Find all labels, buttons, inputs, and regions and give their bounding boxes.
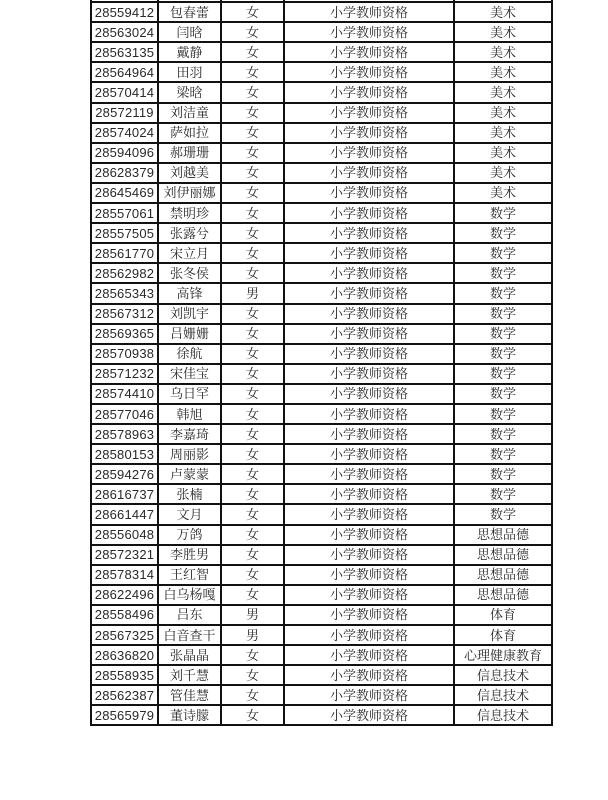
cell-qualification: 小学教师资格 bbox=[284, 625, 454, 645]
cell-gender: 女 bbox=[221, 183, 284, 203]
cell-qualification: 小学教师资格 bbox=[284, 2, 454, 22]
cell-gender: 女 bbox=[221, 384, 284, 404]
cell-subject: 信息技术 bbox=[454, 685, 552, 705]
cell-exam-id: 28570414 bbox=[91, 82, 158, 102]
cell-qualification: 小学教师资格 bbox=[284, 404, 454, 424]
cell-exam-id: 28661447 bbox=[91, 504, 158, 524]
cell-exam-id: 28557505 bbox=[91, 223, 158, 243]
qualification-table bbox=[90, 0, 553, 726]
cell-gender: 女 bbox=[221, 324, 284, 344]
cell-subject: 数学 bbox=[454, 304, 552, 324]
cell-qualification: 小学教师资格 bbox=[284, 143, 454, 163]
cell-subject: 思想品德 bbox=[454, 565, 552, 585]
cell-name: 王红智 bbox=[158, 565, 221, 585]
cell-exam-id: 28559412 bbox=[91, 2, 158, 22]
cell-gender: 女 bbox=[221, 585, 284, 605]
cell-subject: 思想品德 bbox=[454, 545, 552, 565]
cell-subject: 信息技术 bbox=[454, 665, 552, 685]
cell-exam-id: 28562387 bbox=[91, 685, 158, 705]
table-row bbox=[91, 685, 552, 705]
cell-subject: 数学 bbox=[454, 243, 552, 263]
cell-subject: 美术 bbox=[454, 103, 552, 123]
cell-gender: 女 bbox=[221, 223, 284, 243]
cell-exam-id: 28574024 bbox=[91, 123, 158, 143]
cell-subject: 心理健康教育 bbox=[454, 645, 552, 665]
cell-gender: 女 bbox=[221, 263, 284, 283]
cell-qualification: 小学教师资格 bbox=[284, 484, 454, 504]
cell-qualification: 小学教师资格 bbox=[284, 344, 454, 364]
cell-name: 戴静 bbox=[158, 42, 221, 62]
cell-gender: 女 bbox=[221, 464, 284, 484]
table-row bbox=[91, 545, 552, 565]
cell-subject: 美术 bbox=[454, 22, 552, 42]
table-row bbox=[91, 304, 552, 324]
cell-qualification: 小学教师资格 bbox=[284, 504, 454, 524]
table-row bbox=[91, 444, 552, 464]
cell-qualification: 小学教师资格 bbox=[284, 263, 454, 283]
cell-subject: 数学 bbox=[454, 283, 552, 303]
cell-qualification: 小学教师资格 bbox=[284, 464, 454, 484]
cell-gender: 女 bbox=[221, 123, 284, 143]
table-row bbox=[91, 163, 552, 183]
cell-subject: 数学 bbox=[454, 364, 552, 384]
table-row bbox=[91, 384, 552, 404]
cell-gender: 女 bbox=[221, 685, 284, 705]
cell-gender: 女 bbox=[221, 545, 284, 565]
cell-subject: 美术 bbox=[454, 143, 552, 163]
cell-qualification: 小学教师资格 bbox=[284, 22, 454, 42]
cell-name: 白乌杨嘎 bbox=[158, 585, 221, 605]
cell-qualification: 小学教师资格 bbox=[284, 62, 454, 82]
cell-subject: 信息技术 bbox=[454, 705, 552, 725]
cell-qualification: 小学教师资格 bbox=[284, 243, 454, 263]
cell-qualification: 小学教师资格 bbox=[284, 665, 454, 685]
cell-exam-id: 28574410 bbox=[91, 384, 158, 404]
cell-subject: 体育 bbox=[454, 605, 552, 625]
cell-exam-id: 28572119 bbox=[91, 103, 158, 123]
cell-subject: 数学 bbox=[454, 203, 552, 223]
cell-gender: 女 bbox=[221, 705, 284, 725]
cell-subject: 思想品德 bbox=[454, 525, 552, 545]
cell-name: 周丽影 bbox=[158, 444, 221, 464]
cell-name: 梁晗 bbox=[158, 82, 221, 102]
cell-name: 乌日罕 bbox=[158, 384, 221, 404]
cell-subject: 美术 bbox=[454, 82, 552, 102]
cell-exam-id: 28567312 bbox=[91, 304, 158, 324]
cell-name: 宋佳宝 bbox=[158, 364, 221, 384]
cell-subject: 数学 bbox=[454, 263, 552, 283]
cell-subject: 体育 bbox=[454, 625, 552, 645]
cell-qualification: 小学教师资格 bbox=[284, 605, 454, 625]
cell-subject: 美术 bbox=[454, 2, 552, 22]
cell-qualification: 小学教师资格 bbox=[284, 82, 454, 102]
cell-subject: 美术 bbox=[454, 123, 552, 143]
cell-gender: 女 bbox=[221, 143, 284, 163]
cell-qualification: 小学教师资格 bbox=[284, 42, 454, 62]
cell-name: 宋立月 bbox=[158, 243, 221, 263]
cell-subject: 数学 bbox=[454, 464, 552, 484]
table-row bbox=[91, 645, 552, 665]
table-row bbox=[91, 82, 552, 102]
cell-subject: 数学 bbox=[454, 444, 552, 464]
table-row bbox=[91, 123, 552, 143]
cell-gender: 男 bbox=[221, 283, 284, 303]
cell-name: 刘千慧 bbox=[158, 665, 221, 685]
table-row bbox=[91, 324, 552, 344]
cell-gender: 男 bbox=[221, 605, 284, 625]
table-row bbox=[91, 565, 552, 585]
cell-subject: 美术 bbox=[454, 163, 552, 183]
cell-qualification: 小学教师资格 bbox=[284, 203, 454, 223]
table-row bbox=[91, 283, 552, 303]
cell-qualification: 小学教师资格 bbox=[284, 705, 454, 725]
cell-exam-id: 28578314 bbox=[91, 565, 158, 585]
cell-qualification: 小学教师资格 bbox=[284, 685, 454, 705]
cell-gender: 女 bbox=[221, 424, 284, 444]
cell-subject: 美术 bbox=[454, 42, 552, 62]
cell-subject: 数学 bbox=[454, 324, 552, 344]
cell-exam-id: 28580153 bbox=[91, 444, 158, 464]
cell-qualification: 小学教师资格 bbox=[284, 304, 454, 324]
cell-gender: 女 bbox=[221, 243, 284, 263]
cell-name: 韩旭 bbox=[158, 404, 221, 424]
cell-exam-id: 28564964 bbox=[91, 62, 158, 82]
cell-name: 文月 bbox=[158, 504, 221, 524]
table-row bbox=[91, 504, 552, 524]
cell-name: 张楠 bbox=[158, 484, 221, 504]
table-row bbox=[91, 605, 552, 625]
cell-exam-id: 28572321 bbox=[91, 545, 158, 565]
cell-name: 张晶晶 bbox=[158, 645, 221, 665]
table-row bbox=[91, 484, 552, 504]
cell-name: 卢蒙蒙 bbox=[158, 464, 221, 484]
cell-exam-id: 28577046 bbox=[91, 404, 158, 424]
cell-exam-id: 28645469 bbox=[91, 183, 158, 203]
cell-subject: 数学 bbox=[454, 504, 552, 524]
cell-qualification: 小学教师资格 bbox=[284, 223, 454, 243]
cell-name: 刘洁童 bbox=[158, 103, 221, 123]
cell-exam-id: 28622496 bbox=[91, 585, 158, 605]
table-row bbox=[91, 22, 552, 42]
cell-name: 吕姗姗 bbox=[158, 324, 221, 344]
cell-exam-id: 28636820 bbox=[91, 645, 158, 665]
cell-exam-id: 28594276 bbox=[91, 464, 158, 484]
cell-qualification: 小学教师资格 bbox=[284, 163, 454, 183]
cell-name: 禁明珍 bbox=[158, 203, 221, 223]
cell-gender: 女 bbox=[221, 404, 284, 424]
cell-exam-id: 28565343 bbox=[91, 283, 158, 303]
cell-subject: 数学 bbox=[454, 424, 552, 444]
cell-exam-id: 28628379 bbox=[91, 163, 158, 183]
table-body bbox=[91, 0, 552, 725]
cell-qualification: 小学教师资格 bbox=[284, 283, 454, 303]
table-row bbox=[91, 404, 552, 424]
cell-name: 白音查干 bbox=[158, 625, 221, 645]
cell-name: 吕东 bbox=[158, 605, 221, 625]
cell-qualification: 小学教师资格 bbox=[284, 364, 454, 384]
cell-subject: 美术 bbox=[454, 183, 552, 203]
cell-exam-id: 28616737 bbox=[91, 484, 158, 504]
cell-gender: 女 bbox=[221, 525, 284, 545]
cell-name: 包春蕾 bbox=[158, 2, 221, 22]
cell-exam-id: 28562982 bbox=[91, 263, 158, 283]
table-row bbox=[91, 263, 552, 283]
cell-gender: 女 bbox=[221, 203, 284, 223]
cell-gender: 女 bbox=[221, 62, 284, 82]
cell-qualification: 小学教师资格 bbox=[284, 424, 454, 444]
table-row bbox=[91, 665, 552, 685]
cell-exam-id: 28570938 bbox=[91, 344, 158, 364]
cell-gender: 女 bbox=[221, 2, 284, 22]
cell-exam-id: 28567325 bbox=[91, 625, 158, 645]
cell-name: 管佳慧 bbox=[158, 685, 221, 705]
cell-gender: 女 bbox=[221, 163, 284, 183]
cell-name: 张露兮 bbox=[158, 223, 221, 243]
cell-exam-id: 28594096 bbox=[91, 143, 158, 163]
table-row bbox=[91, 364, 552, 384]
cell-qualification: 小学教师资格 bbox=[284, 183, 454, 203]
cell-name: 李嘉琦 bbox=[158, 424, 221, 444]
cell-name: 郝珊珊 bbox=[158, 143, 221, 163]
cell-gender: 女 bbox=[221, 444, 284, 464]
cell-exam-id: 28558935 bbox=[91, 665, 158, 685]
cell-name: 张冬侯 bbox=[158, 263, 221, 283]
cell-gender: 女 bbox=[221, 344, 284, 364]
cell-exam-id: 28578963 bbox=[91, 424, 158, 444]
cell-qualification: 小学教师资格 bbox=[284, 384, 454, 404]
cell-qualification: 小学教师资格 bbox=[284, 525, 454, 545]
cell-name: 高锋 bbox=[158, 283, 221, 303]
cell-subject: 数学 bbox=[454, 384, 552, 404]
table-row bbox=[91, 62, 552, 82]
cell-name: 刘越美 bbox=[158, 163, 221, 183]
cell-name: 刘伊丽娜 bbox=[158, 183, 221, 203]
cell-subject: 数学 bbox=[454, 404, 552, 424]
cell-name: 田羽 bbox=[158, 62, 221, 82]
table-row bbox=[91, 103, 552, 123]
table-row bbox=[91, 203, 552, 223]
cell-subject: 数学 bbox=[454, 484, 552, 504]
cell-subject: 数学 bbox=[454, 344, 552, 364]
cell-gender: 女 bbox=[221, 665, 284, 685]
cell-gender: 女 bbox=[221, 364, 284, 384]
table-row bbox=[91, 424, 552, 444]
table-row bbox=[91, 585, 552, 605]
cell-gender: 女 bbox=[221, 103, 284, 123]
cell-name: 万鸽 bbox=[158, 525, 221, 545]
table-row bbox=[91, 183, 552, 203]
cell-exam-id: 28557061 bbox=[91, 203, 158, 223]
table-row bbox=[91, 344, 552, 364]
cell-exam-id: 28565979 bbox=[91, 705, 158, 725]
cell-gender: 女 bbox=[221, 304, 284, 324]
cell-gender: 女 bbox=[221, 42, 284, 62]
cell-exam-id: 28571232 bbox=[91, 364, 158, 384]
cell-exam-id: 28556048 bbox=[91, 525, 158, 545]
cell-name: 董诗朦 bbox=[158, 705, 221, 725]
cell-gender: 女 bbox=[221, 22, 284, 42]
cell-exam-id: 28561770 bbox=[91, 243, 158, 263]
cell-gender: 女 bbox=[221, 82, 284, 102]
cell-subject: 美术 bbox=[454, 62, 552, 82]
cell-subject: 数学 bbox=[454, 223, 552, 243]
cell-qualification: 小学教师资格 bbox=[284, 585, 454, 605]
table-row bbox=[91, 625, 552, 645]
cell-qualification: 小学教师资格 bbox=[284, 324, 454, 344]
table-row bbox=[91, 42, 552, 62]
table-row bbox=[91, 2, 552, 22]
cell-qualification: 小学教师资格 bbox=[284, 565, 454, 585]
cell-name: 徐航 bbox=[158, 344, 221, 364]
cell-exam-id: 28569365 bbox=[91, 324, 158, 344]
cell-qualification: 小学教师资格 bbox=[284, 645, 454, 665]
table-row bbox=[91, 464, 552, 484]
cell-qualification: 小学教师资格 bbox=[284, 444, 454, 464]
table-row bbox=[91, 223, 552, 243]
cell-qualification: 小学教师资格 bbox=[284, 123, 454, 143]
cell-name: 萨如拉 bbox=[158, 123, 221, 143]
table-row bbox=[91, 143, 552, 163]
table-row bbox=[91, 525, 552, 545]
cell-gender: 女 bbox=[221, 565, 284, 585]
cell-gender: 女 bbox=[221, 645, 284, 665]
cell-name: 闫晗 bbox=[158, 22, 221, 42]
cell-subject: 思想品德 bbox=[454, 585, 552, 605]
table-row bbox=[91, 243, 552, 263]
cell-gender: 男 bbox=[221, 625, 284, 645]
cell-exam-id: 28563024 bbox=[91, 22, 158, 42]
cell-name: 刘凯宇 bbox=[158, 304, 221, 324]
cell-qualification: 小学教师资格 bbox=[284, 103, 454, 123]
cell-qualification: 小学教师资格 bbox=[284, 545, 454, 565]
table-row bbox=[91, 705, 552, 725]
cell-gender: 女 bbox=[221, 504, 284, 524]
cell-name: 李胜男 bbox=[158, 545, 221, 565]
cell-exam-id: 28563135 bbox=[91, 42, 158, 62]
cell-gender: 女 bbox=[221, 484, 284, 504]
cell-exam-id: 28558496 bbox=[91, 605, 158, 625]
